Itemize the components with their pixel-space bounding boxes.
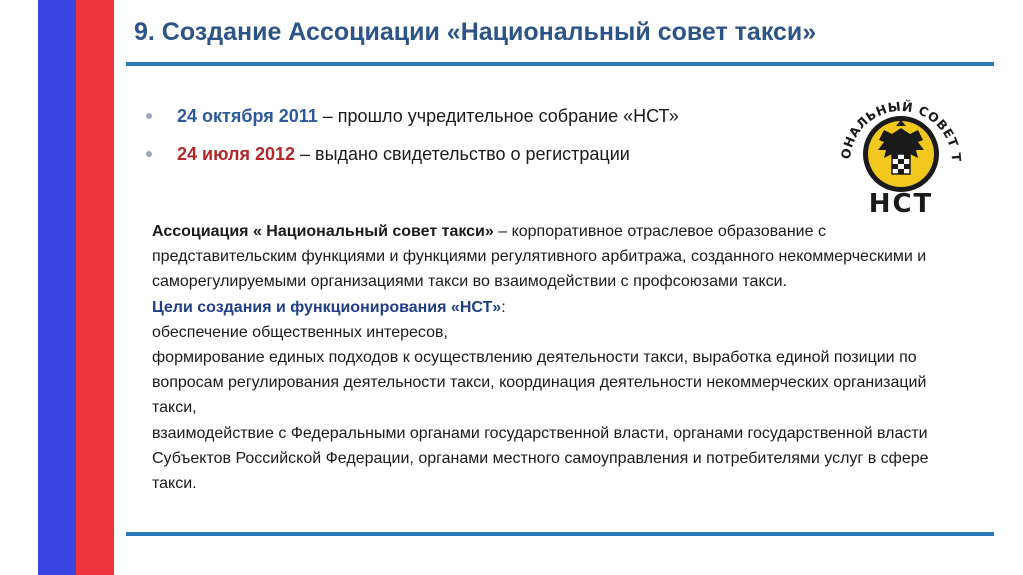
bottom-divider <box>126 532 994 536</box>
logo-abbr: НСТ <box>868 189 934 215</box>
goals-colon: : <box>501 298 506 316</box>
association-lead: Ассоциация « Национальный совет такси» <box>152 223 494 240</box>
logo-ring-text: ОНАЛЬНЫЙ СОВЕТ Т <box>837 98 965 163</box>
event-text: – выдано свидетельство о регистрации <box>295 144 630 164</box>
event-list <box>146 104 679 180</box>
association-paragraph <box>152 219 972 295</box>
nst-logo <box>832 70 970 215</box>
page-title: 9. Создание Ассоциации «Национальный совет такси» <box>134 18 817 46</box>
bullet-icon <box>146 113 152 119</box>
goal-item: формирование единых подходов к осуществлению деятельности такси, выработка единой позиции по вопросам регулирования деятельности такси, координация деятельности некоммерческих организаций такси, <box>152 349 927 417</box>
list-item <box>146 104 679 128</box>
goals-heading: Цели создания и функционирования «НСТ» <box>152 298 502 316</box>
goals-heading-line <box>152 295 972 320</box>
association-text: – корпоративное отраслевое образование с представительским функциями и функциями регулятивного арбитража, созданного некоммерческими и саморегулируемыми организациями такси во взаимодействии с профсоюзами такси. <box>152 223 927 291</box>
goal-item: взаимодействие с Федеральными органами государственной власти, органами государственной власти Субъектов Российской Федерации, органами местного самоуправления и потребителями услуг в сфере такси. <box>152 424 929 493</box>
flag-stripe-red <box>76 0 114 575</box>
event-text: – прошло учредительное собрание «НСТ» <box>317 106 679 126</box>
flag-stripe-blue <box>38 0 76 575</box>
description-block <box>152 219 972 496</box>
nst-logo-graphic <box>832 70 970 215</box>
bullet-icon <box>146 151 152 157</box>
event-date: 24 июля 2012 <box>177 144 295 164</box>
title-divider <box>126 62 994 66</box>
goal-item: обеспечение общественных интересов, <box>152 323 448 341</box>
event-date: 24 октября 2011 <box>177 106 318 126</box>
list-item <box>146 142 679 166</box>
